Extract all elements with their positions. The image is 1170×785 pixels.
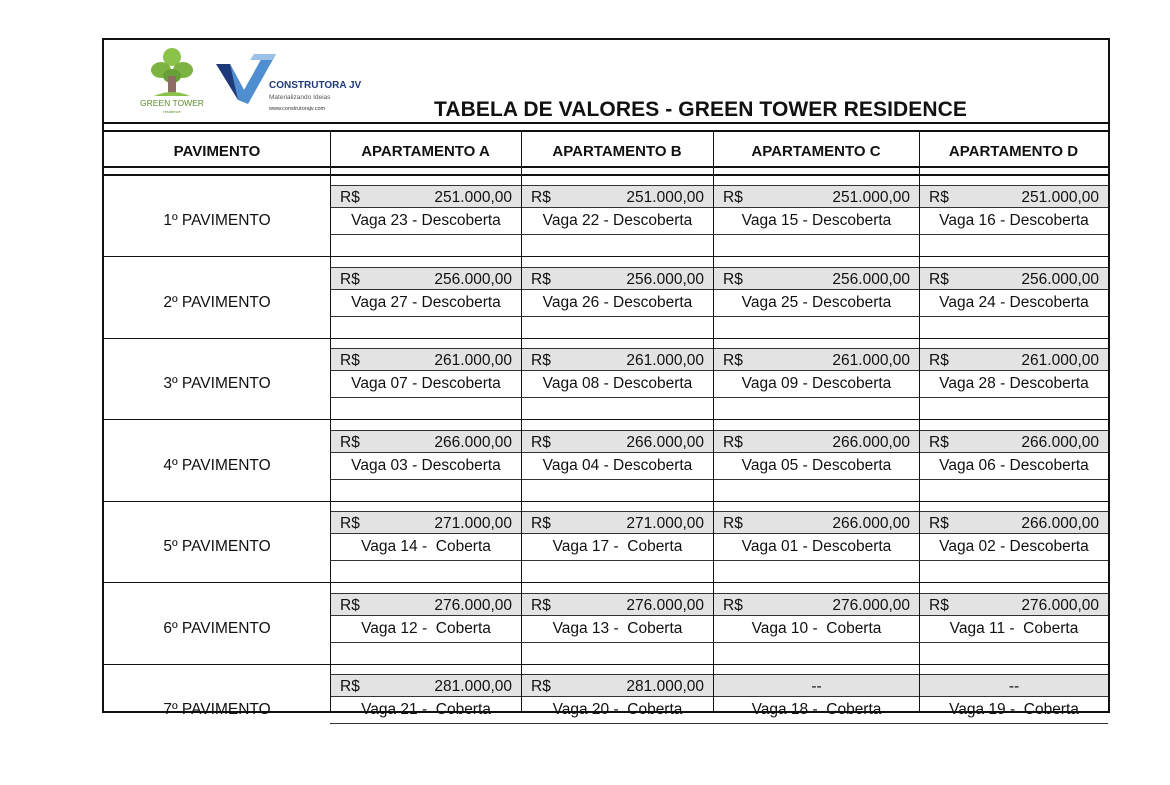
price-cell xyxy=(714,674,919,697)
price-value: 276.000,00 xyxy=(1021,596,1099,614)
currency-symbol: R$ xyxy=(929,270,949,288)
price-value: 266.000,00 xyxy=(1021,433,1099,451)
price-value: 261.000,00 xyxy=(626,352,704,369)
price-value: 261.000,00 xyxy=(832,352,910,369)
logo-area xyxy=(104,40,434,124)
price-value: 251.000,00 xyxy=(434,189,512,206)
parking-spot-cell: Vaga 08 - Descoberta xyxy=(542,375,693,392)
price-cell xyxy=(522,593,713,616)
price-cell xyxy=(331,267,521,290)
green-tower-logo-text: GREEN TOWER xyxy=(140,98,204,108)
currency-symbol: R$ xyxy=(929,515,949,532)
price-cell xyxy=(714,511,919,534)
price-cell xyxy=(920,674,1108,697)
currency-symbol: R$ xyxy=(340,678,360,695)
currency-symbol: R$ xyxy=(531,596,551,614)
price-cell xyxy=(714,593,919,616)
price-cell xyxy=(920,267,1108,290)
parking-spot-cell: Vaga 09 - Descoberta xyxy=(741,375,892,392)
parking-spot-cell: Vaga 05 - Descoberta xyxy=(741,456,892,474)
currency-symbol: R$ xyxy=(340,270,360,288)
floor-label: 7º PAVIMENTO xyxy=(163,701,271,718)
floor-label: 4º PAVIMENTO xyxy=(163,456,271,474)
parking-spot-cell: Vaga 24 - Descoberta xyxy=(939,293,1089,311)
parking-spot-cell: Vaga 18 - Coberta xyxy=(751,701,882,718)
price-value: 261.000,00 xyxy=(434,352,512,369)
currency-symbol: R$ xyxy=(531,515,551,532)
parking-spot-cell: Vaga 15 - Descoberta xyxy=(741,212,892,229)
page-title: TABELA DE VALORES - GREEN TOWER RESIDENCE xyxy=(434,98,968,121)
parking-spot-cell: Vaga 03 - Descoberta xyxy=(351,456,501,474)
currency-symbol: R$ xyxy=(929,433,949,451)
price-value: 251.000,00 xyxy=(832,189,910,206)
price-cell xyxy=(331,674,521,697)
row-separator xyxy=(330,723,1108,724)
currency-symbol: R$ xyxy=(723,352,743,369)
price-value: 266.000,00 xyxy=(626,433,704,451)
currency-symbol: R$ xyxy=(929,596,949,614)
parking-spot-cell: Vaga 28 - Descoberta xyxy=(939,375,1089,392)
price-value: 261.000,00 xyxy=(1021,352,1099,369)
currency-symbol: R$ xyxy=(340,515,360,532)
currency-symbol: R$ xyxy=(531,352,551,369)
row-separator xyxy=(330,234,1108,235)
price-table-sheet xyxy=(102,38,1110,718)
parking-spot-cell: Vaga 14 - Coberta xyxy=(361,538,491,555)
price-cell xyxy=(714,430,919,453)
parking-spot-cell: Vaga 22 - Descoberta xyxy=(542,212,693,229)
row-separator xyxy=(330,316,1108,317)
floor-separator xyxy=(104,338,1108,339)
price-cell xyxy=(331,430,521,453)
row-separator xyxy=(330,560,1108,561)
price-cell xyxy=(522,674,713,697)
body-top-line xyxy=(104,174,1108,176)
price-value: 266.000,00 xyxy=(1021,515,1099,532)
price-cell xyxy=(522,348,713,371)
price-cell xyxy=(714,185,919,208)
column-header-pavimento: PAVIMENTO xyxy=(173,143,261,160)
floor-label: 3º PAVIMENTO xyxy=(163,375,271,392)
parking-spot-cell: Vaga 19 - Coberta xyxy=(949,701,1079,718)
price-value: 266.000,00 xyxy=(832,433,910,451)
construtora-jv-logo xyxy=(216,54,362,112)
price-cell xyxy=(522,185,713,208)
price-value: 256.000,00 xyxy=(434,270,512,288)
green-tower-logo-subtext: residence xyxy=(163,109,181,114)
parking-spot-cell: Vaga 07 - Descoberta xyxy=(351,375,501,392)
row-separator xyxy=(330,642,1108,643)
parking-spot-cell: Vaga 21 - Coberta xyxy=(361,701,491,718)
price-value: 281.000,00 xyxy=(626,678,704,695)
price-value: 256.000,00 xyxy=(626,270,704,288)
price-value: 251.000,00 xyxy=(626,189,704,206)
parking-spot-cell: Vaga 27 - Descoberta xyxy=(351,293,501,311)
parking-spot-cell: Vaga 26 - Descoberta xyxy=(542,293,693,311)
currency-symbol: R$ xyxy=(531,433,551,451)
parking-spot-cell: Vaga 10 - Coberta xyxy=(751,619,882,637)
price-cell xyxy=(331,185,521,208)
price-value: 276.000,00 xyxy=(626,596,704,614)
floor-separator xyxy=(104,501,1108,502)
floor-label: 6º PAVIMENTO xyxy=(163,619,271,637)
floor-separator xyxy=(104,419,1108,420)
floor-label: 5º PAVIMENTO xyxy=(163,538,271,555)
currency-symbol: R$ xyxy=(340,596,360,614)
parking-spot-cell: Vaga 11 - Coberta xyxy=(949,619,1079,637)
price-cell xyxy=(331,348,521,371)
floor-label: 2º PAVIMENTO xyxy=(163,293,271,311)
price-value: 256.000,00 xyxy=(1021,270,1099,288)
price-value: 271.000,00 xyxy=(626,515,704,532)
parking-spot-cell: Vaga 16 - Descoberta xyxy=(939,212,1089,229)
price-cell xyxy=(920,511,1108,534)
currency-symbol: R$ xyxy=(531,189,551,206)
currency-symbol: R$ xyxy=(340,189,360,206)
currency-symbol: R$ xyxy=(929,189,949,206)
currency-symbol: R$ xyxy=(723,189,743,206)
price-value: 266.000,00 xyxy=(434,433,512,451)
construtora-logo-tagline: Materializando Ideias xyxy=(269,94,331,101)
price-value: 281.000,00 xyxy=(434,678,512,695)
green-tower-logo xyxy=(140,48,204,114)
column-header-apartamento-b: APARTAMENTO B xyxy=(552,143,682,160)
company-logos xyxy=(104,40,434,124)
currency-symbol: R$ xyxy=(723,433,743,451)
parking-spot-cell: Vaga 04 - Descoberta xyxy=(542,456,693,474)
floor-label: 1º PAVIMENTO xyxy=(163,212,271,229)
parking-spot-cell: Vaga 25 - Descoberta xyxy=(741,293,892,311)
price-value: -- xyxy=(811,678,822,695)
title-divider xyxy=(104,122,1108,124)
price-cell xyxy=(522,267,713,290)
currency-symbol: R$ xyxy=(929,352,949,369)
price-cell xyxy=(331,511,521,534)
price-value: 276.000,00 xyxy=(434,596,512,614)
price-value: 251.000,00 xyxy=(1021,189,1099,206)
currency-symbol: R$ xyxy=(531,678,551,695)
floor-separator xyxy=(104,582,1108,583)
price-cell xyxy=(920,348,1108,371)
price-cell xyxy=(920,185,1108,208)
price-value: 271.000,00 xyxy=(434,515,512,532)
column-header-apartamento-c: APARTAMENTO C xyxy=(751,143,881,160)
price-cell xyxy=(920,593,1108,616)
price-value: 276.000,00 xyxy=(832,596,910,614)
currency-symbol: R$ xyxy=(531,270,551,288)
row-separator xyxy=(330,397,1108,398)
price-cell xyxy=(331,593,521,616)
price-cell xyxy=(714,348,919,371)
currency-symbol: R$ xyxy=(723,270,743,288)
price-cell xyxy=(522,511,713,534)
parking-spot-cell: Vaga 17 - Coberta xyxy=(552,538,683,555)
price-value: -- xyxy=(1008,678,1020,695)
price-cell xyxy=(920,430,1108,453)
price-cell xyxy=(714,267,919,290)
price-value: 256.000,00 xyxy=(832,270,910,288)
parking-spot-cell: Vaga 06 - Descoberta xyxy=(939,456,1089,474)
floor-separator xyxy=(104,256,1108,257)
column-header-apartamento-a: APARTAMENTO A xyxy=(361,143,490,160)
price-cell xyxy=(522,430,713,453)
currency-symbol: R$ xyxy=(723,515,743,532)
construtora-logo-site: www.construtorajv.com xyxy=(269,106,326,112)
parking-spot-cell: Vaga 02 - Descoberta xyxy=(939,538,1089,555)
parking-spot-cell: Vaga 23 - Descoberta xyxy=(351,212,501,229)
parking-spot-cell: Vaga 13 - Coberta xyxy=(552,619,683,637)
currency-symbol: R$ xyxy=(340,352,360,369)
column-header-apartamento-d: APARTAMENTO D xyxy=(948,143,1079,160)
currency-symbol: R$ xyxy=(340,433,360,451)
parking-spot-cell: Vaga 01 - Descoberta xyxy=(741,538,892,555)
header-top-line xyxy=(104,130,1108,132)
row-separator xyxy=(330,479,1108,480)
construtora-logo-name: CONSTRUTORA JV xyxy=(269,80,362,91)
price-value: 266.000,00 xyxy=(832,515,910,532)
parking-spot-cell: Vaga 20 - Coberta xyxy=(552,701,683,718)
currency-symbol: R$ xyxy=(723,596,743,614)
parking-spot-cell: Vaga 12 - Coberta xyxy=(361,619,491,637)
floor-separator xyxy=(104,664,1108,665)
